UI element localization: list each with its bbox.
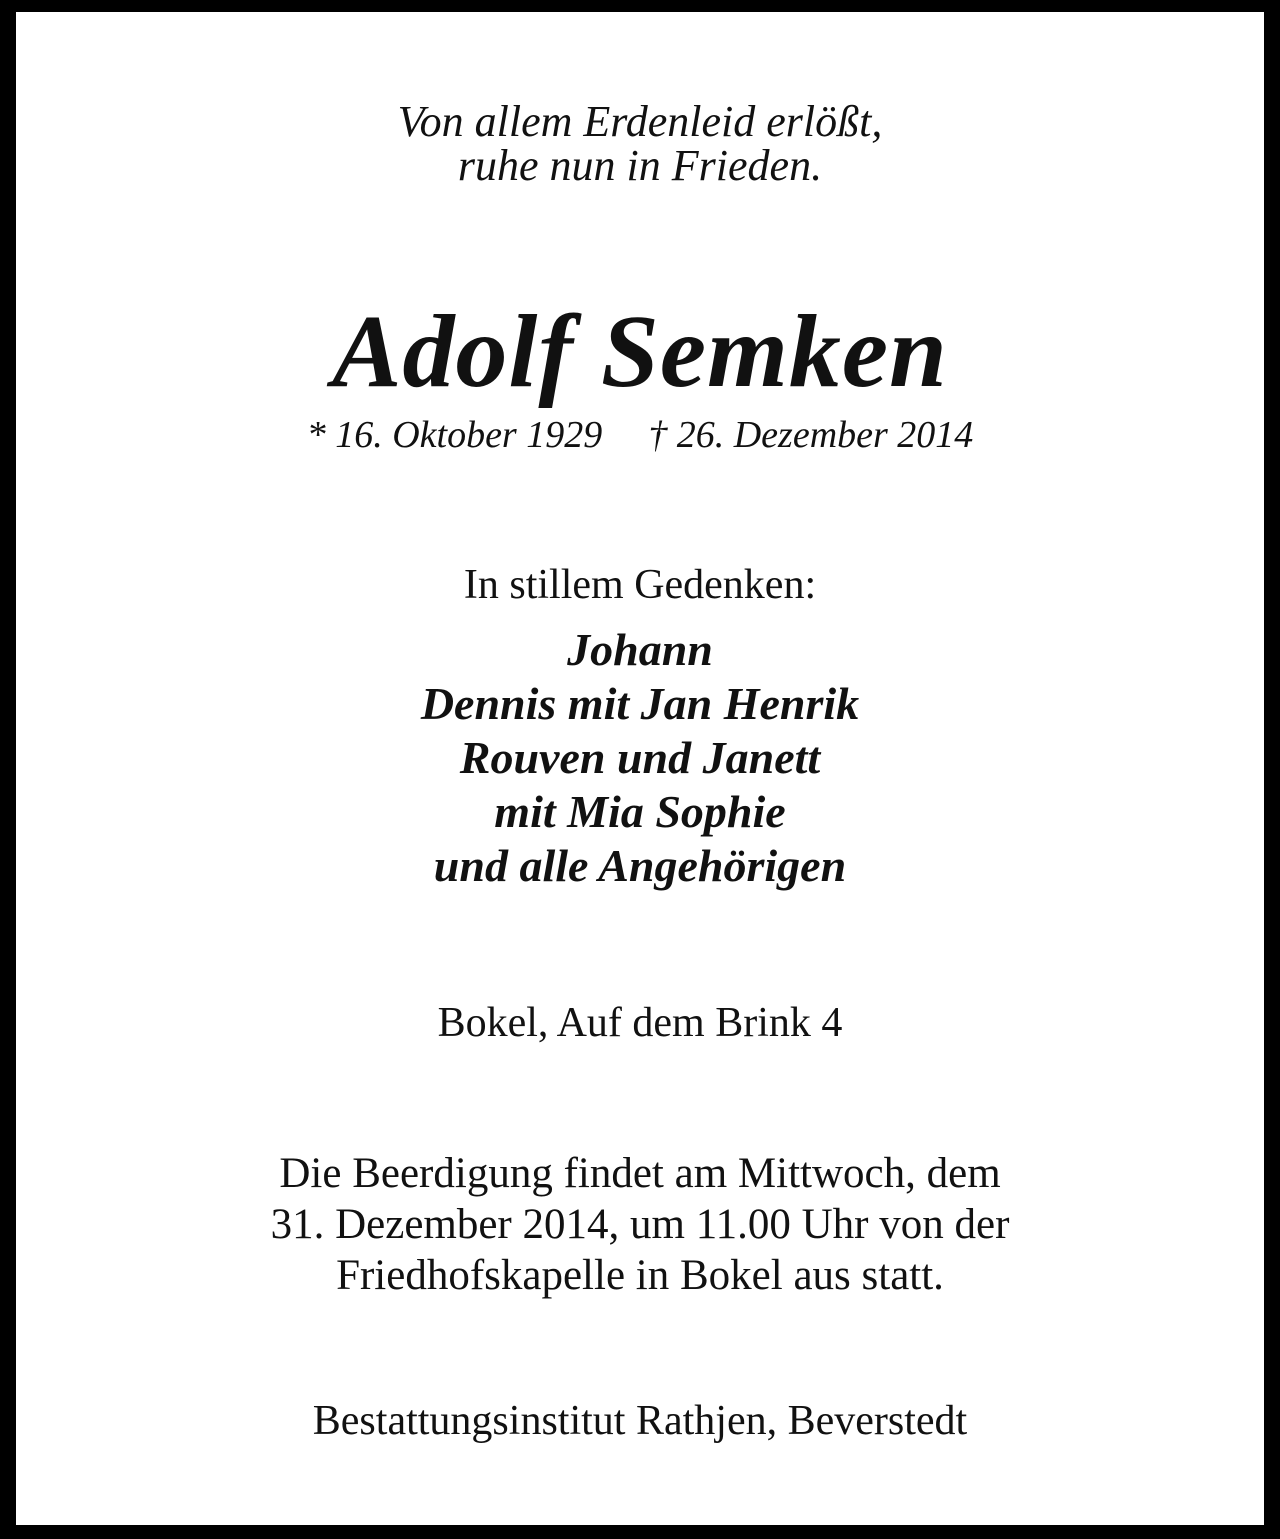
funeral-notice-line-2: 31. Dezember 2014, um 11.00 Uhr von der <box>270 1201 1010 1248</box>
mourner-line: Rouven und Janett <box>459 732 821 783</box>
mourner-line: Dennis mit Jan Henrik <box>420 678 860 729</box>
death-date: † 26. Dezember 2014 <box>648 414 974 456</box>
address: Bokel, Auf dem Brink 4 <box>437 1000 843 1046</box>
undertaker: Bestattungsinstitut Rathjen, Beverstedt <box>312 1398 968 1444</box>
remembrance-heading: In stillem Gedenken: <box>463 562 817 608</box>
mourner-line: mit Mia Sophie <box>494 786 786 837</box>
deceased-name: Adolf Semken <box>332 294 948 409</box>
funeral-notice-line-1: Die Beerdigung findet am Mittwoch, dem <box>279 1150 1001 1197</box>
mourner-line: Johann <box>567 624 713 675</box>
mourner-line: und alle Angehörigen <box>433 840 847 891</box>
life-dates <box>0 416 1280 454</box>
funeral-notice-line-3: Friedhofskapelle in Bokel aus statt. <box>336 1252 944 1299</box>
verse-line-2: ruhe nun in Frieden. <box>457 141 823 190</box>
birth-date: * 16. Oktober 1929 <box>306 414 603 456</box>
verse-line-1: Von allem Erdenleid erlößt, <box>397 97 883 146</box>
